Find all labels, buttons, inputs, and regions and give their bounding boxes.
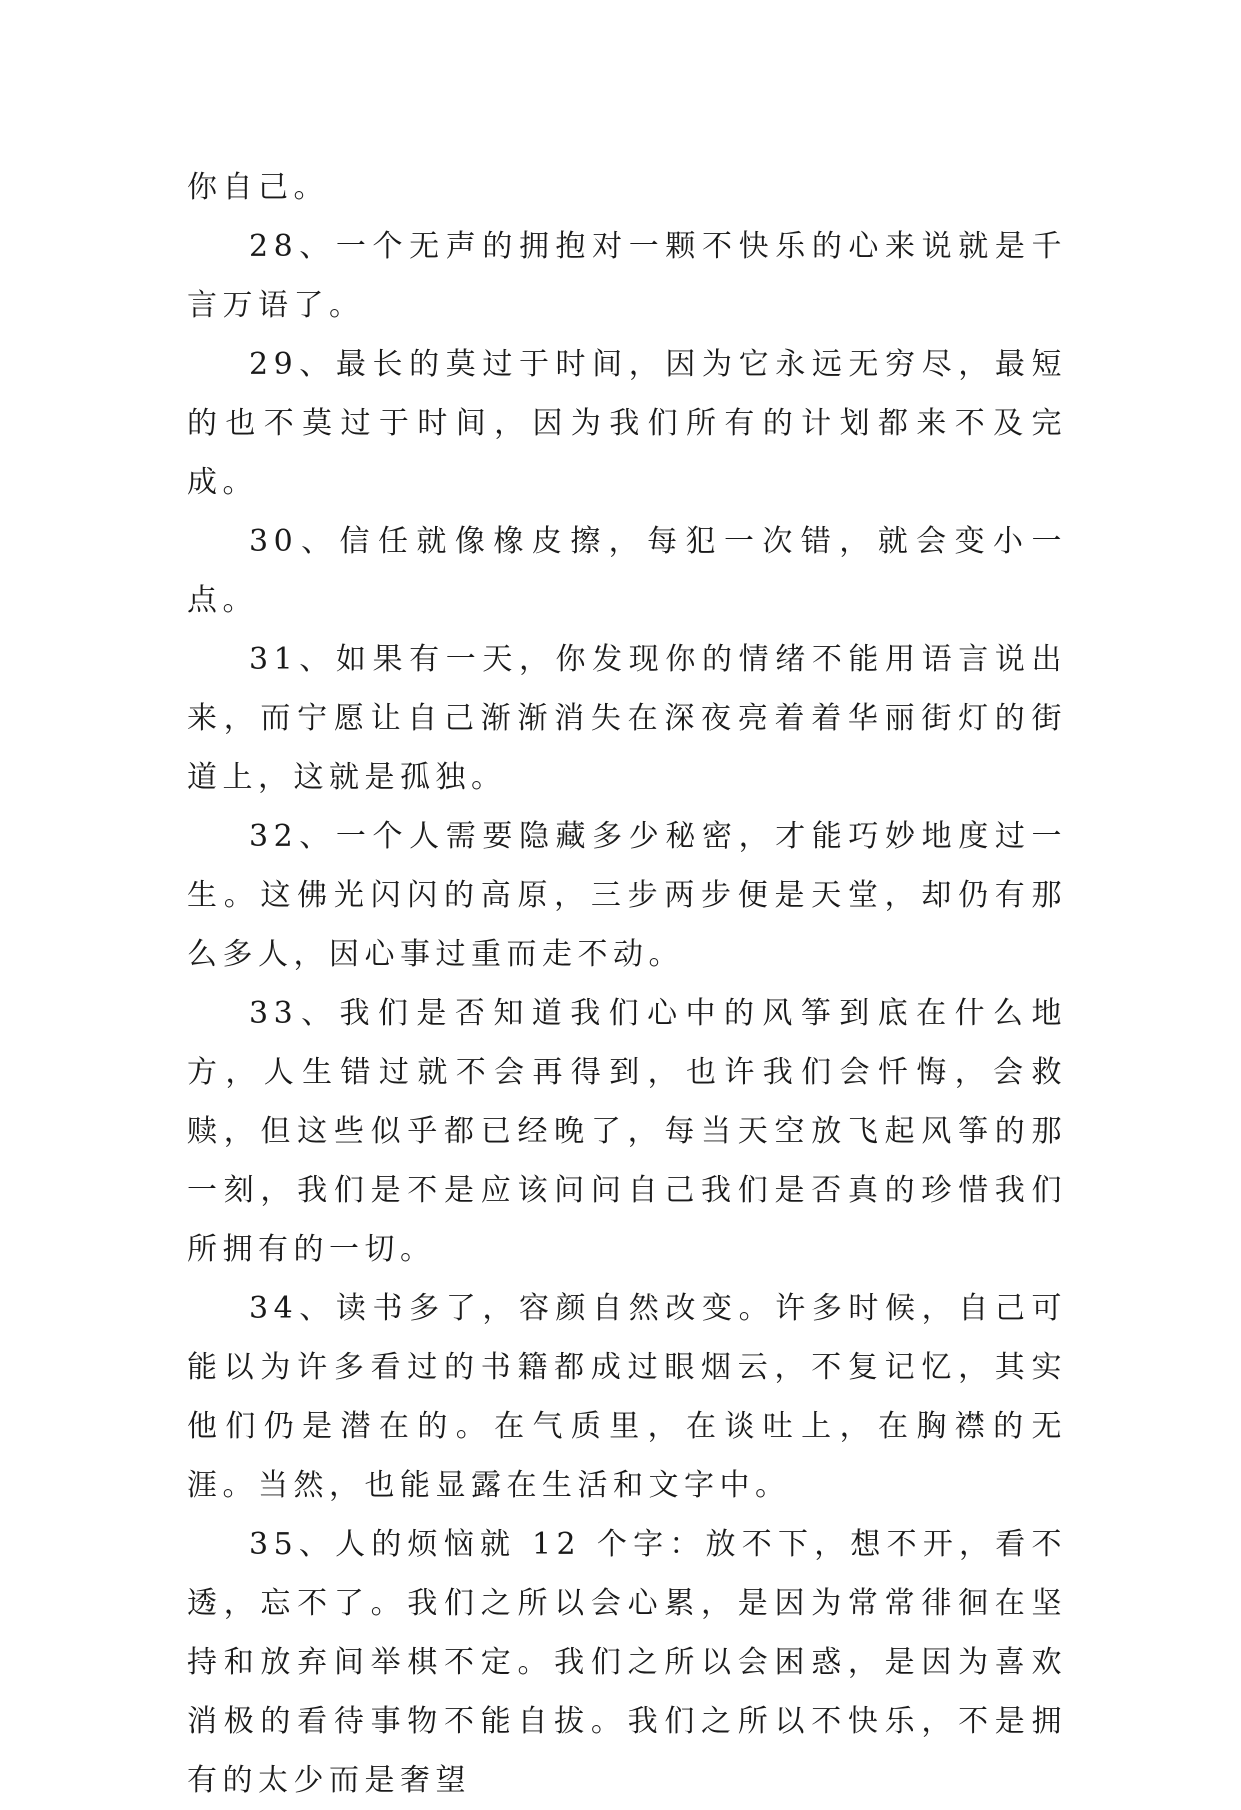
paragraph-34: 34、读书多了，容颜自然改变。许多时候，自己可能以为许多看过的书籍都成过眼烟云，不复记忆，其实他们仍是潜在的。在气质里，在谈吐上，在胸襟的无涯。当然，也能显露在生活和文字中。: [187, 1291, 1067, 1503]
paragraph-33: 33、我们是否知道我们心中的风筝到底在什么地方，人生错过就不会再得到，也许我们会忏悔，会救赎，但这些似乎都已经晚了，每当天空放飞起风筝的那一刻，我们是不是应该问问自己我们是否真的珍惜我们所拥有的一切。: [187, 996, 1067, 1267]
paragraph-continuation: 你自己。: [187, 170, 329, 205]
paragraph-31: 31、如果有一天，你发现你的情绪不能用语言说出来，而宁愿让自己渐渐消失在深夜亮着着华丽街灯的街道上，这就是孤独。: [187, 642, 1067, 795]
paragraph-35: 35、人的烦恼就 12 个字：放不下，想不开，看不透，忘不了。我们之所以会心累，是因为常常徘徊在坚持和放弃间举棋不定。我们之所以会困惑，是因为喜欢消极的看待事物不能自拔。我们之所以不快乐，不是拥有的太少而是奢望: [187, 1527, 1067, 1798]
paragraph-32: 32、一个人需要隐藏多少秘密，才能巧妙地度过一生。这佛光闪闪的高原，三步两步便是天堂，却仍有那么多人，因心事过重而走不动。: [187, 819, 1067, 972]
document-body: [187, 158, 1067, 1810]
paragraph-30: 30、信任就像橡皮擦，每犯一次错，就会变小一点。: [187, 524, 1067, 618]
paragraph-28: 28、一个无声的拥抱对一颗不快乐的心来说就是千言万语了。: [187, 229, 1067, 323]
paragraph-29: 29、最长的莫过于时间，因为它永远无穷尽，最短的也不莫过于时间，因为我们所有的计划都来不及完成。: [187, 347, 1067, 500]
